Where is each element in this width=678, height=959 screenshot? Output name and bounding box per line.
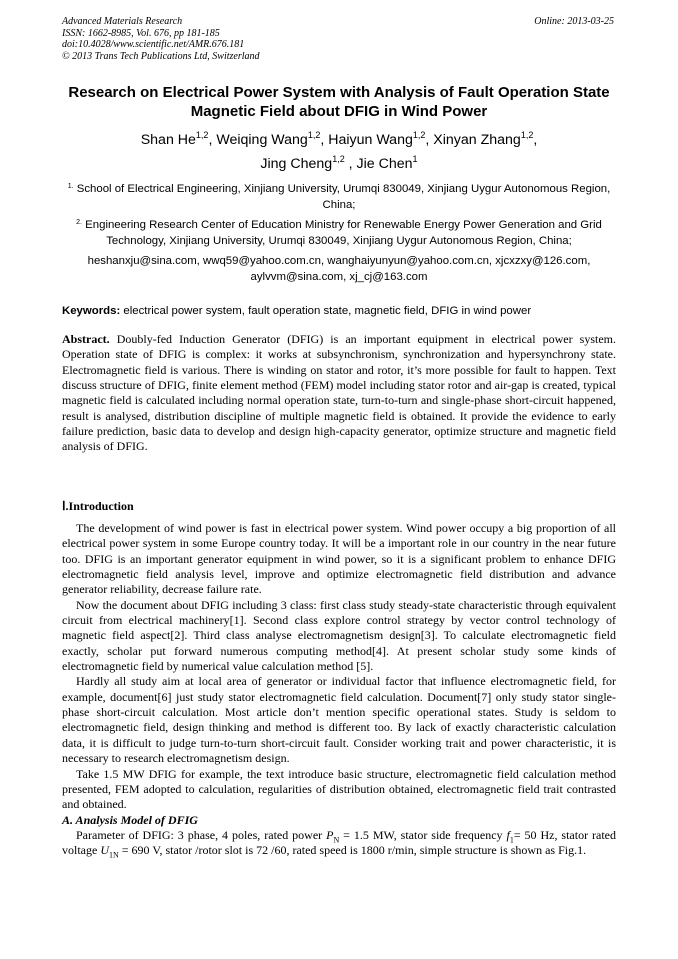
affiliation-text: School of Electrical Engineering, Xinjiang University, Urumqi 830049, Xinjiang Uygur Autonomous Region, China;: [76, 183, 611, 211]
author-affiliation-mark: 1,2: [307, 130, 321, 140]
text-run: = 50 Hz, stator rated voltage: [62, 827, 617, 858]
paragraph: Take 1.5 MW DFIG for example, the text introduce basic structure, electromagnetic field calculation method presented, FEM adopted to calculation, regularities of distribution obtained, electromagnetic field trait contrasted and obtained.: [62, 766, 616, 812]
author-affiliation-mark: 1,2: [332, 154, 345, 164]
author-name: Weiqing Wang: [216, 132, 308, 148]
section-heading-introduction: Ⅰ.Introduction: [62, 499, 134, 513]
abstract-label: Abstract.: [62, 332, 110, 346]
keywords-label: Keywords:: [62, 305, 121, 317]
affiliation-mark: 2.: [76, 219, 82, 226]
paragraph: [62, 828, 616, 859]
author-name: Jing Cheng: [260, 156, 333, 172]
abstract-text: Doubly-fed Induction Generator (DFIG) is an important equipment in electrical power system. Operation state of DFIG is complex: it works at subsynchronism, synchronization and hypersynchrony state. Electromagnetic field is various. There is winding on stator and rotor, it’s more possible for fault to happen. Text discuss structure of DFIG, finite element method (FEM) model including stator rotor and air-gap is created, typical magnetic field is calculated including normal operation state, turn-to-turn and single-phase short-circuit happened, result is analysed, distribution discipline of multiple magnetic field is obtained. It provide the evidence to early failure prediction, basic data to develop and design high-capacity generator, optimize structure and magnetic field analysis of DFIG.: [62, 332, 616, 454]
affiliation-2: [62, 218, 616, 249]
symbol-subscript: 1N: [109, 850, 119, 860]
symbol-p: P: [326, 827, 334, 842]
author-affiliation-mark: 1,2: [412, 130, 426, 140]
journal-name: Advanced Materials Research: [62, 16, 183, 27]
affiliation-text: Engineering Research Center of Education Ministry for Renewable Energy Power Generation and Grid Technology, Xinjiang University, Urumqi 830049, Xinjiang Uygur Autonomous Region, China;: [85, 219, 602, 247]
paper-title: Research on Electrical Power System with Analysis of Fault Operation State Magnetic Field about DFIG in Wind Power: [68, 84, 610, 120]
author-list: Shan He$^{1,2}$, Weiqing Wang$^{1,2}$, Haiyun Wang$^{1,2}$, Xinyan Zhang$^{1,2}$, Jing Cheng$^{1,2}$ , Jie Chen$^1$: [140, 130, 538, 172]
keywords: [62, 304, 616, 318]
affiliation-mark: 1.: [67, 183, 74, 190]
author-name: Haiyun Wang: [328, 132, 413, 148]
symbol-subscript: 1: [509, 835, 514, 845]
author-affiliation-mark: 1,2: [195, 130, 209, 140]
author-affiliation-mark: 1,2: [520, 130, 534, 140]
author-emails[interactable]: heshanxju@sina.com, wwq59@yahoo.com.cn, wanghaiyunyun@yahoo.com.cn, xjcxzxy@126.com, aylvvm@sina.com, xj_cj@163.com: [87, 255, 591, 283]
online-date: Online: 2013-03-25: [534, 16, 614, 27]
symbol-u: U: [100, 843, 109, 858]
introduction-body: [62, 521, 616, 859]
text-run: Parameter of DFIG: 3 phase, 4 poles, rated power: [76, 827, 327, 842]
subsection-heading: A. Analysis Model of DFIG: [62, 812, 198, 827]
paragraph: Hardly all study aim at local area of generator or individual factor that influence electromagnetic field, for example, document[6] just study stator electromagnetic field calculation. Document[7] only study stator single-phase short-circuit calculation. Most article don’t mention specific operational states. Study is seldom to electromagnetic field, design thinking and method is different too. By lack of exactly characteristic calculation data, it is difficult to judge turn-to-turn short-circuit fault. Consider working trait and power characteristic, it is necessary to research electromagnetism design.: [62, 674, 616, 766]
journal-doi[interactable]: doi:10.4028/www.scientific.net/AMR.676.181: [62, 39, 245, 51]
keywords-text: electrical power system, fault operation state, magnetic field, DFIG in wind power: [123, 305, 532, 317]
abstract: [62, 332, 616, 455]
author-name: Jie Chen: [356, 156, 413, 172]
paragraph: Now the document about DFIG including 3 class: first class study steady-state characteristic through equivalent circuit from electrical machinery[1]. Second class explore control strategy by vector control technology of magnetic field aspect[2]. Third class analyse electromagnetism design[3]. To calculate electromagnetic field exactly, scholar put forward numerous computing method[4]. At present scholar study some kinds of electromagnetic field by numerical value calculation method [5].: [62, 597, 616, 674]
author-name: Xinyan Zhang: [433, 132, 521, 148]
text-run: = 690 V, stator /rotor slot is 72 /60, rated speed is 1800 r/min, simple structure is shown as Fig.1.: [118, 843, 587, 858]
paragraph: The development of wind power is fast in electrical power system. Wind power occupy a big proportion of all electrical power system in some Europe country today. It will be a important role in our country in the near future too. DFIG is an important generator equipment in wind power, so it is a significant problem to enhance DFIG electromagnetic field analysis level, improve and optimize electromagnetic field distribution and advance generator reliability, decrease failure rate.: [62, 521, 616, 597]
journal-issn: ISSN: 1662-8985, Vol. 676, pp 181-185: [62, 27, 220, 39]
journal-header: [62, 16, 260, 62]
symbol-f: f: [506, 827, 510, 842]
affiliation-1: [62, 182, 616, 213]
text-run: = 1.5 MW, stator side frequency: [339, 827, 507, 842]
symbol-subscript: N: [333, 835, 340, 845]
journal-copyright: © 2013 Trans Tech Publications Ltd, Switzerland: [62, 50, 260, 62]
author-affiliation-mark: 1: [412, 154, 418, 164]
author-name: Shan He: [140, 132, 196, 148]
